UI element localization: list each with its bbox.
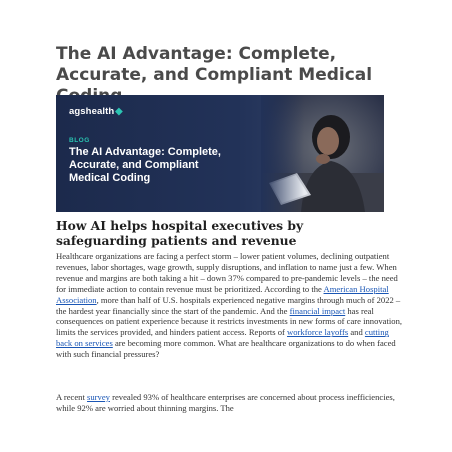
link-workforce-layoffs[interactable]: workforce layoffs — [287, 327, 349, 338]
hero-title: The AI Advantage: Complete, Accurate, and Compliant Medical Coding — [69, 146, 221, 184]
section-heading: How AI helps hospital executives by safeguarding patients and revenue — [56, 218, 304, 248]
link-financial-impact[interactable]: financial impact — [289, 305, 346, 316]
paragraph-2: A recent survey revealed 93% of healthcare enterprises are concerned about process inefficiencies, while 92% are worried about thinning margins. The — [56, 392, 395, 413]
hero-photo — [261, 95, 384, 212]
blog-tag: BLOG — [69, 137, 90, 144]
link-american-hospital-association[interactable]: American Hospital Association — [56, 283, 389, 305]
logo-mark-icon: ◆ — [115, 106, 123, 117]
link-cutting-back-on-services[interactable]: cutting back on services — [56, 327, 389, 349]
article-title: The AI Advantage: Complete, Accurate, and Compliant Medical — [56, 44, 373, 85]
paragraph-1: Healthcare organizations are facing a perfect storm – lower patient volumes, declining outpatient revenues, labor shortages, wage growth, supply disruptions, and inflation to name just a few. When revenue and margins are both taking a hit – down 37% compared to pre-pandemic levels – the need for immediate action to contain revenue must be prioritized. According to the American Hospital Association, more than half of U.S. hospitals experienced negative margins through much of 2022 – the hardest year financially since the start of the pandemic. And the financial impact has real consequences on patient experience because it restricts investments in new forms of care innovation, limits the services provided, and hinders patient access. Reports of workforce layoffs and cutting back on services are becoming more common. What are healthcare organizations to do when faced with such financial pressures? — [56, 251, 403, 360]
hero-banner — [56, 95, 384, 212]
link-survey[interactable]: survey — [87, 392, 110, 402]
brand-logo: agshealth◆ — [69, 106, 123, 117]
